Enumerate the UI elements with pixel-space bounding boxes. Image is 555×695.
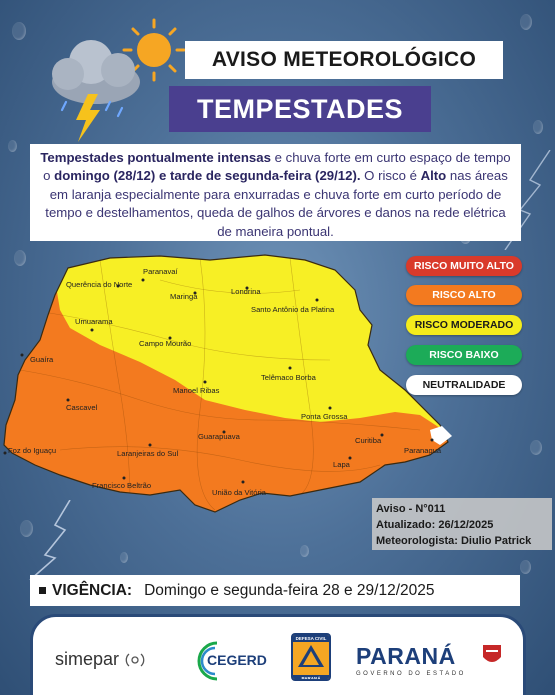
city-label: Ponta Grossa bbox=[301, 412, 348, 421]
radio-waves-icon bbox=[124, 651, 146, 669]
legend-item: RISCO ALTO bbox=[406, 285, 522, 305]
city-label: Paranavaí bbox=[143, 267, 178, 276]
defesa-civil-logo bbox=[291, 633, 331, 681]
storm-cloud-sun-icon bbox=[36, 10, 186, 150]
notice-updated: Atualizado: 26/12/2025 bbox=[376, 519, 494, 531]
city-label: Campo Mourão bbox=[139, 339, 192, 348]
simepar-text: simepar bbox=[55, 649, 120, 669]
city-dot bbox=[289, 367, 292, 370]
validity-label: VIGÊNCIA: bbox=[52, 581, 133, 599]
state-coat-of-arms-icon bbox=[481, 643, 503, 667]
city-label: Francisco Beltrão bbox=[92, 481, 152, 490]
city-label: Guarapuava bbox=[198, 432, 240, 441]
simepar-logo bbox=[55, 649, 146, 670]
city-label: Lapa bbox=[333, 460, 350, 469]
description-text: e chuva forte em curto espaço de tempo o bbox=[43, 150, 511, 184]
civil-defense-emblem-icon bbox=[293, 642, 329, 670]
raindrop bbox=[8, 140, 17, 152]
city-dot bbox=[21, 354, 24, 357]
description-text: O risco é bbox=[360, 168, 421, 184]
city-dot bbox=[242, 481, 245, 484]
raindrop bbox=[530, 440, 542, 455]
defesa-civil-bottom: PARANÁ bbox=[293, 675, 329, 681]
description-bold: domingo (28/12) e tarde de segunda-feira (29/12). bbox=[54, 168, 361, 184]
city-dot bbox=[4, 452, 7, 455]
city-dot bbox=[67, 399, 70, 402]
defesa-civil-top: DEFESA CIVIL bbox=[293, 635, 329, 642]
validity-bar bbox=[30, 575, 520, 606]
raindrop bbox=[300, 545, 309, 557]
city-label: Guaíra bbox=[30, 355, 54, 364]
cegerd-text: CEGERD bbox=[207, 652, 267, 668]
subtitle-banner bbox=[169, 86, 431, 132]
city-dot bbox=[142, 279, 145, 282]
city-dot bbox=[149, 444, 152, 447]
city-label: Maringá bbox=[170, 292, 198, 301]
legend-item: RISCO BAIXO bbox=[406, 345, 522, 365]
parana-government-logo bbox=[356, 643, 466, 677]
notice-meteorologist: Meteorologista: Diulio Patrick bbox=[376, 535, 532, 547]
city-label: Foz do Iguaçu bbox=[8, 446, 57, 455]
city-dot bbox=[431, 439, 434, 442]
city-label: União da Vitória bbox=[212, 488, 266, 497]
city-label: Umuarama bbox=[75, 317, 113, 326]
city-label: Paranaguá bbox=[404, 446, 442, 455]
validity-text: Domingo e segunda-feira 28 e 29/12/2025 bbox=[144, 581, 435, 599]
governo-text: GOVERNO DO ESTADO bbox=[356, 671, 466, 677]
description-bold: Tempestades pontualmente intensas bbox=[40, 150, 271, 165]
city-label: Santo Antônio da Platina bbox=[251, 305, 335, 314]
city-label: Londrina bbox=[231, 287, 261, 296]
raindrop bbox=[12, 22, 26, 40]
risk-map bbox=[0, 250, 470, 515]
notice-box bbox=[372, 498, 552, 550]
city-label: Manoel Ribas bbox=[173, 386, 220, 395]
raindrop bbox=[533, 120, 543, 134]
city-label: Querência do Norte bbox=[66, 280, 133, 289]
city-label: Telêmaco Borba bbox=[261, 373, 316, 382]
raindrop bbox=[120, 552, 128, 563]
city-dot bbox=[204, 381, 207, 384]
bullet-icon bbox=[39, 587, 46, 594]
city-dot bbox=[316, 299, 319, 302]
city-label: Curitiba bbox=[355, 436, 382, 445]
cegerd-logo bbox=[189, 639, 269, 688]
city-label: Laranjeiras do Sul bbox=[117, 449, 179, 458]
notice-number: Aviso - N°011 bbox=[376, 503, 446, 515]
description-text: nas áreas em laranja especialmente para enxurradas e chuva forte em curto período de tempo e destelhamentos, queda de galhos de árvores e danos na rede elétrica de maneira pontual. bbox=[45, 168, 508, 239]
description-box bbox=[30, 144, 521, 241]
title-banner bbox=[185, 41, 503, 79]
legend-item: NEUTRALIDADE bbox=[406, 375, 522, 395]
city-label: Cascavel bbox=[66, 403, 98, 412]
page-title: AVISO METEOROLÓGICO bbox=[211, 48, 477, 71]
city-dot bbox=[123, 477, 126, 480]
city-dot bbox=[329, 407, 332, 410]
legend-item: RISCO MODERADO bbox=[406, 315, 522, 335]
legend-item: RISCO MUITO ALTO bbox=[406, 256, 522, 276]
parana-text: PARANÁ bbox=[356, 643, 456, 669]
raindrop bbox=[520, 560, 531, 574]
city-dot bbox=[91, 329, 94, 332]
page-subtitle: TEMPESTADES bbox=[196, 93, 404, 124]
description-bold: Alto bbox=[420, 168, 447, 184]
footer-logos bbox=[30, 614, 526, 695]
raindrop bbox=[520, 14, 532, 30]
